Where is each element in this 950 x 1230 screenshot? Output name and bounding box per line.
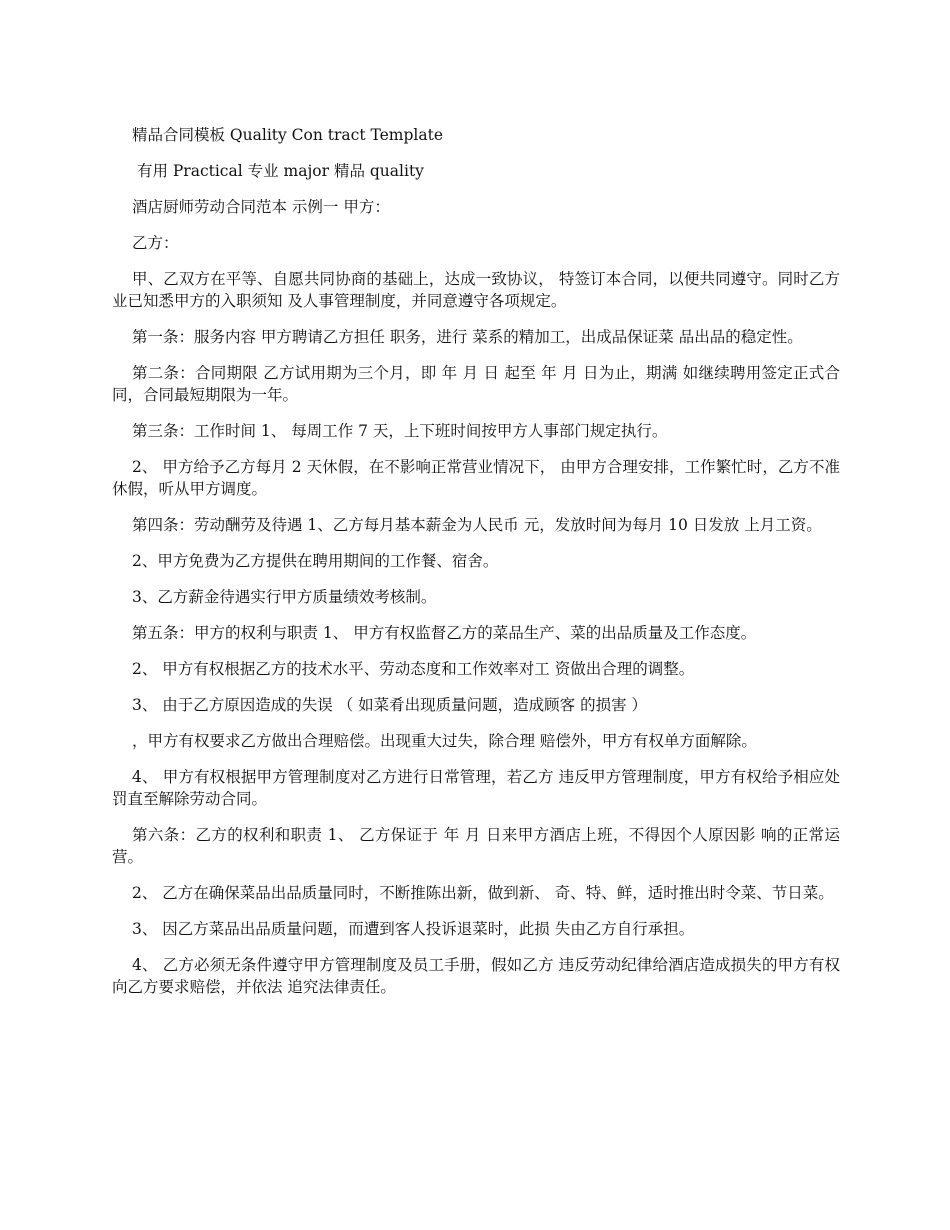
- article-6: 第六条：乙方的权利和职责 1、 乙方保证于 年 月 日来甲方酒店上班，不得因个人原因影 响的正常运营。: [112, 826, 840, 866]
- contract-title: 酒店厨师劳动合同范本 示例一 甲方：: [132, 198, 390, 216]
- header-subtitle: 有用 Practical 专业 major 精品 quality: [132, 162, 424, 180]
- article-4-item-3: 3、乙方薪金待遇实行甲方质量绩效考核制。: [132, 588, 437, 606]
- article-6-item-3: 3、 因乙方菜品出品质量问题，而遭到客人投诉退菜时，此损 失由乙方自行承担。: [132, 920, 695, 938]
- article-1: 第一条：服务内容 甲方聘请乙方担任 职务，进行 菜系的精加工，出成品保证菜 品出品的稳定性。: [132, 328, 803, 346]
- article-2: 第二条：合同期限 乙方试用期为三个月，即 年 月 日 起至 年 月 日为止，期满 如继续聘用签定正式合同，合同最短期限为一年。: [112, 364, 840, 404]
- article-5-item-3: 3、 由于乙方原因造成的失误 （ 如菜肴出现质量问题，造成顾客 的损害 ）: [132, 696, 647, 714]
- article-6-item-2: 2、 乙方在确保菜品出品质量同时，不断推陈出新，做到新、 奇、特、鲜，适时推出时令菜、节日菜。: [132, 884, 834, 902]
- article-5-item-3-continued: ，甲方有权要求乙方做出合理赔偿。出现重大过失，除合理 赔偿外，甲方有权单方面解除。: [132, 732, 757, 750]
- article-5-item-4: 4、 甲方有权根据甲方管理制度对乙方进行日常管理，若乙方 违反甲方管理制度，甲方有权给予相应处罚直至解除劳动合同。: [112, 768, 840, 808]
- article-4: 第四条：劳动酬劳及待遇 1、乙方每月基本薪金为人民币 元，发放时间为每月 10 日发放 上月工资。: [132, 516, 822, 534]
- article-5-item-2: 2、 甲方有权根据乙方的技术水平、劳动态度和工作效率对工 资做出合理的调整。: [132, 660, 695, 678]
- party-b-line: 乙方：: [132, 234, 179, 252]
- article-3: 第三条：工作时间 1、 每周工作 7 天，上下班时间按甲方人事部门规定执行。: [132, 422, 668, 440]
- article-6-item-4: 4、 乙方必须无条件遵守甲方管理制度及员工手册，假如乙方 违反劳动纪律给酒店造成损失的甲方有权向乙方要求赔偿，并依法 追究法律责任。: [112, 956, 840, 996]
- article-3-item-2: 2、 甲方给予乙方每月 2 天休假，在不影响正常营业情况下， 由甲方合理安排，工作繁忙时，乙方不准休假，听从甲方调度。: [112, 458, 840, 498]
- article-5: 第五条：甲方的权利与职责 1、 甲方有权监督乙方的菜品生产、菜的出品质量及工作态度。: [132, 624, 757, 642]
- document-page: [112, 124, 840, 1012]
- article-4-item-2: 2、甲方免费为乙方提供在聘用期间的工作餐、宿舍。: [132, 552, 499, 570]
- preamble-paragraph: 甲、乙双方在平等、自愿共同协商的基础上，达成一致协议， 特签订本合同，以便共同遵守。同时乙方业已知悉甲方的入职须知 及人事管理制度，并同意遵守各项规定。: [112, 270, 840, 310]
- header-title: 精品合同模板 Quality Con tract Template: [132, 126, 444, 144]
